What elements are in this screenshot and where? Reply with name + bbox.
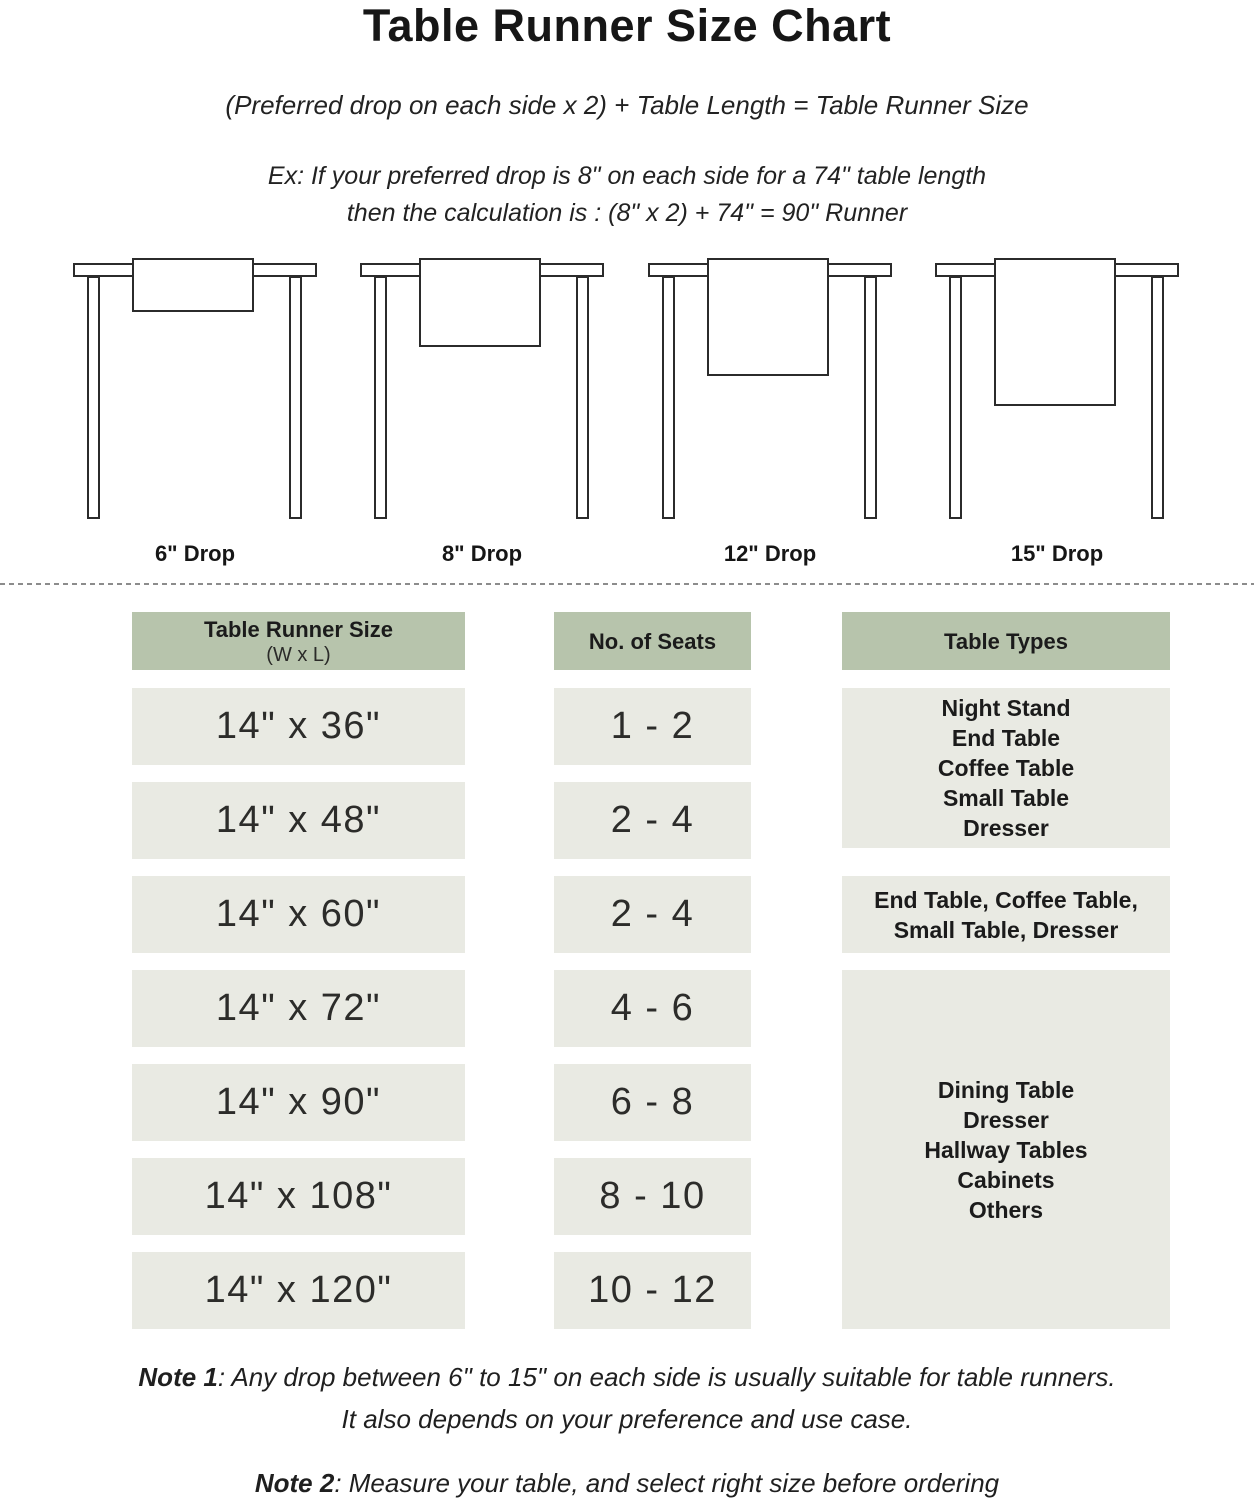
size-cell bbox=[132, 688, 465, 765]
table-type: Coffee Table bbox=[937, 755, 1075, 781]
size-cell bbox=[132, 876, 465, 953]
note-1-label: Note 1 bbox=[138, 1362, 218, 1392]
size-cell bbox=[132, 1064, 465, 1141]
column-header-seats-title: No. of Seats bbox=[588, 628, 717, 654]
note-2-text: : Measure your table, and select right size before ordering bbox=[334, 1468, 1000, 1498]
table-type: Others bbox=[968, 1196, 1044, 1223]
runner-overlay bbox=[994, 258, 1116, 406]
seats-value: 2 - 4 bbox=[610, 799, 695, 841]
seats-value: 4 - 6 bbox=[610, 987, 695, 1029]
table-diagram-12-drop bbox=[645, 255, 895, 575]
dashed-divider bbox=[0, 583, 1254, 585]
table-type: Dresser bbox=[963, 815, 1049, 841]
table-diagram-6-drop bbox=[70, 255, 320, 575]
drop-label: 12" Drop bbox=[723, 541, 817, 566]
column-header-table-types-title: Table Types bbox=[944, 628, 1068, 654]
seats-cell bbox=[554, 970, 751, 1047]
table-types-cell-medium-tables bbox=[842, 876, 1170, 953]
seats-cell bbox=[554, 876, 751, 953]
note-1-line-2: It also depends on your preference and use case. bbox=[341, 1404, 913, 1434]
size-value: 14" x 60" bbox=[215, 893, 382, 935]
seats-value: 6 - 8 bbox=[610, 1081, 695, 1123]
example-text bbox=[0, 158, 1254, 232]
table-type: Small Table, Dresser bbox=[893, 916, 1119, 943]
table-type: Dresser bbox=[963, 1106, 1049, 1133]
seats-cell bbox=[554, 782, 751, 859]
note-1 bbox=[0, 1356, 1254, 1440]
table-leg-left bbox=[374, 276, 387, 519]
table-leg-right bbox=[289, 276, 302, 519]
seats-value: 2 - 4 bbox=[610, 893, 695, 935]
seats-cell bbox=[554, 1252, 751, 1329]
seats-cell bbox=[554, 1158, 751, 1235]
column-header-runner-size-title: Table Runner Size bbox=[203, 616, 394, 642]
seats-cell bbox=[554, 688, 751, 765]
table-leg-left bbox=[87, 276, 100, 519]
size-value: 14" x 48" bbox=[215, 799, 382, 841]
size-value: 14" x 72" bbox=[215, 987, 382, 1029]
table-types-cell-large-tables bbox=[842, 970, 1170, 1329]
example-line-1: Ex: If your preferred drop is 8" on each side for a 74" table length bbox=[267, 162, 987, 190]
table-type: Night Stand bbox=[941, 695, 1071, 721]
column-header-seats bbox=[554, 612, 751, 670]
size-value: 14" x 120" bbox=[204, 1269, 393, 1311]
size-cell bbox=[132, 782, 465, 859]
drop-label: 6" Drop bbox=[154, 541, 236, 566]
size-cell bbox=[132, 1158, 465, 1235]
table-type: Hallway Tables bbox=[924, 1136, 1088, 1163]
table-leg-right bbox=[576, 276, 589, 519]
example-line-2: then the calculation is : (8" x 2) + 74" = 90" Runner bbox=[346, 199, 908, 227]
note-1-text: : Any drop between 6" to 15" on each side is usually suitable for table runners. bbox=[217, 1362, 1116, 1392]
column-header-runner-size-sub: (W x L) bbox=[266, 643, 331, 666]
runner-overlay bbox=[419, 258, 541, 347]
table-leg-left bbox=[949, 276, 962, 519]
table-type: End Table, Coffee Table, bbox=[874, 886, 1138, 913]
table-diagram-8-drop bbox=[357, 255, 607, 575]
size-value: 14" x 108" bbox=[204, 1175, 393, 1217]
table-type: Cabinets bbox=[957, 1166, 1055, 1193]
table-type: Dining Table bbox=[937, 1076, 1075, 1103]
runner-overlay bbox=[132, 258, 254, 312]
table-leg-right bbox=[1151, 276, 1164, 519]
drop-label: 8" Drop bbox=[441, 541, 523, 566]
page-title: Table Runner Size Chart bbox=[362, 0, 892, 51]
table-type: Small Table bbox=[942, 785, 1070, 811]
note-2-label: Note 2 bbox=[254, 1468, 335, 1498]
seats-value: 8 - 10 bbox=[599, 1175, 706, 1217]
formula-text: (Preferred drop on each side x 2) + Table Length = Table Runner Size bbox=[225, 90, 1029, 120]
size-cell bbox=[132, 1252, 465, 1329]
table-leg-left bbox=[662, 276, 675, 519]
column-header-table-types bbox=[842, 612, 1170, 670]
drop-label: 15" Drop bbox=[1010, 541, 1104, 566]
runner-overlay bbox=[707, 258, 829, 376]
size-cell bbox=[132, 970, 465, 1047]
seats-cell bbox=[554, 1064, 751, 1141]
size-value: 14" x 36" bbox=[215, 705, 382, 747]
table-types-cell-small-tables bbox=[842, 688, 1170, 848]
note-1-line-1 bbox=[0, 1356, 1254, 1398]
table-leg-right bbox=[864, 276, 877, 519]
table-type: End Table bbox=[951, 725, 1061, 751]
note-2 bbox=[0, 1462, 1254, 1500]
column-header-runner-size bbox=[132, 612, 465, 670]
seats-value: 10 - 12 bbox=[588, 1269, 717, 1311]
table-diagram-15-drop bbox=[932, 255, 1182, 575]
size-value: 14" x 90" bbox=[215, 1081, 382, 1123]
seats-value: 1 - 2 bbox=[610, 705, 695, 747]
